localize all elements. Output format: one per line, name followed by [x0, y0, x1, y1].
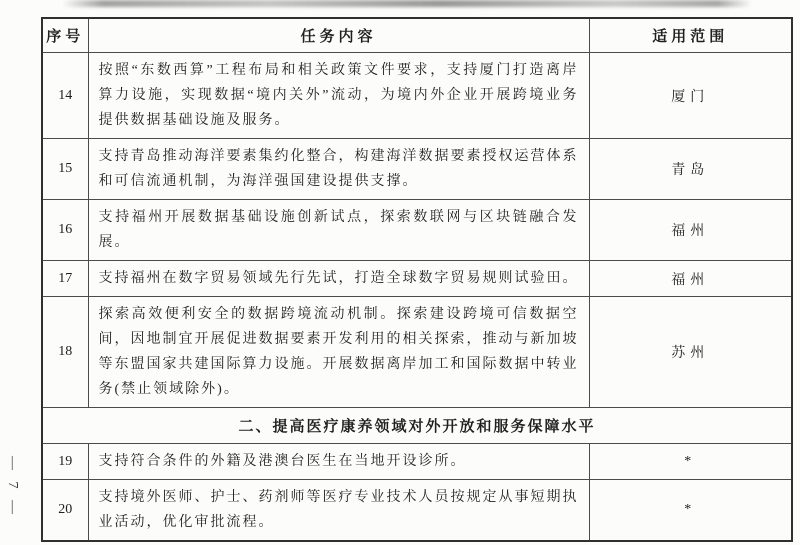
cell-serial-number: 18 — [42, 297, 88, 408]
cell-applicable-scope: 苏州 — [589, 297, 792, 408]
table-row — [42, 261, 792, 297]
cell-task-content: 探索高效便利安全的数据跨境流动机制。探索建设跨境可信数据空间，因地制宜开展促进数据要素开发利用的相关探索，推动与新加坡等东盟国家共建国际算力设施。开展数据离岸加工和国际数据中转业务(禁止领域除外)。 — [88, 297, 589, 408]
cell-serial-number: 19 — [42, 444, 88, 480]
section-row — [42, 408, 792, 444]
cell-applicable-scope: 青岛 — [589, 139, 792, 200]
cell-task-content: 支持境外医师、护士、药剂师等医疗专业技术人员按规定从事短期执业活动，优化审批流程。 — [88, 480, 589, 542]
cell-serial-number: 17 — [42, 261, 88, 297]
page-number: — 7 — — [5, 456, 20, 518]
task-table — [41, 17, 793, 542]
cell-applicable-scope: * — [589, 480, 792, 542]
cell-serial-number: 16 — [42, 200, 88, 261]
section-header-label: 二、提高医疗康养领域对外开放和服务保障水平 — [42, 408, 792, 444]
cell-applicable-scope: 福州 — [589, 200, 792, 261]
cell-applicable-scope: * — [589, 444, 792, 480]
table-row — [42, 139, 792, 200]
cell-applicable-scope: 福州 — [589, 261, 792, 297]
cell-task-content: 支持青岛推动海洋要素集约化整合，构建海洋数据要素授权运营体系和可信流通机制，为海洋强国建设提供支撑。 — [88, 139, 589, 200]
cell-task-content: 支持符合条件的外籍及港澳台医生在当地开设诊所。 — [88, 444, 589, 480]
table-header-row — [42, 18, 792, 53]
cell-serial-number: 15 — [42, 139, 88, 200]
table-body — [42, 53, 792, 542]
header-serial-number: 序号 — [42, 18, 88, 53]
cell-task-content: 支持福州开展数据基础设施创新试点，探索数联网与区块链融合发展。 — [88, 200, 589, 261]
cell-task-content: 按照“东数西算”工程布局和相关政策文件要求，支持厦门打造离岸算力设施，实现数据“境内关外”流动，为境内外企业开展跨境业务提供数据基础设施及服务。 — [88, 53, 589, 139]
table-row — [42, 480, 792, 542]
header-task-content: 任务内容 — [88, 18, 589, 53]
scan-artifact-smudge — [62, 0, 752, 7]
table-row — [42, 200, 792, 261]
cell-task-content: 支持福州在数字贸易领域先行先试，打造全球数字贸易规则试验田。 — [88, 261, 589, 297]
table-row — [42, 53, 792, 139]
cell-serial-number: 20 — [42, 480, 88, 542]
cell-serial-number: 14 — [42, 53, 88, 139]
header-applicable-scope: 适用范围 — [589, 18, 792, 53]
table-row — [42, 297, 792, 408]
cell-applicable-scope: 厦门 — [589, 53, 792, 139]
table-row — [42, 444, 792, 480]
